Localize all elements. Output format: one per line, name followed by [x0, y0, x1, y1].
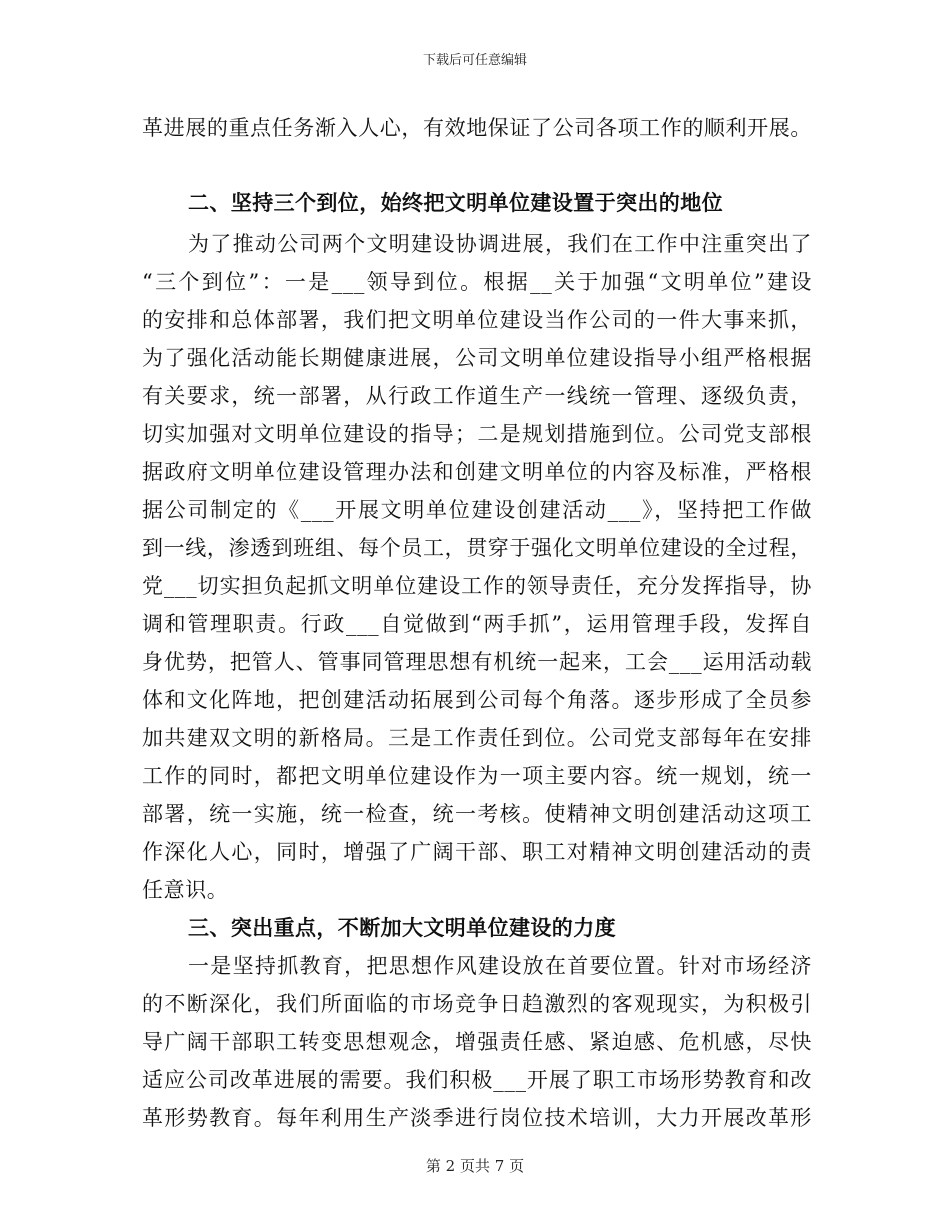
paragraph-line: 加共建双文明的新格局。三是工作责任到位。公司党支部每年在安排: [142, 726, 812, 750]
paragraph-line: 部署，统一实施，统一检查，统一考核。使精神文明创建活动这项工: [142, 802, 812, 826]
paragraph-line: 作深化人心，同时，增强了广阔干部、职工对精神文明创建活动的责: [142, 840, 812, 864]
paragraph-line: 切实加强对文明单位建设的指导；二是规划措施到位。公司党支部根: [142, 422, 812, 446]
paragraph-line: 革进展的重点任务渐入人心，有效地保证了公司各项工作的顺利开展。: [142, 116, 812, 140]
paragraph-line: “三个到位”：一是___领导到位。根据__关于加强“文明单位”建设: [142, 270, 812, 294]
page-number: 第 2 页共 7 页: [425, 1157, 525, 1175]
paragraph-line: 为了强化活动能长期健康进展，公司文明单位建设指导小组严格根据: [142, 346, 812, 370]
paragraph-line: 一是坚持抓教育，把思想作风建设放在首要位置。针对市场经济: [188, 954, 812, 978]
paragraph-line: 身优势，把管人、管事同管理思想有机统一起来，工会___运用活动载: [142, 650, 812, 674]
paragraph-line: 为了推动公司两个文明建设协调进展，我们在工作中注重突出了: [188, 232, 812, 256]
paragraph-line: 体和文化阵地，把创建活动拓展到公司每个角落。逐步形成了全员参: [142, 688, 812, 712]
paragraph-line: 导广阔干部职工转变思想观念，增强责任感、紧迫感、危机感，尽快: [142, 1030, 812, 1054]
paragraph-line: 到一线，渗透到班组、每个员工，贯穿于强化文明单位建设的全过程，: [142, 536, 812, 560]
paragraph-line: 工作的同时，都把文明单位建设作为一项主要内容。统一规划，统一: [142, 764, 812, 788]
paragraph-line: 据公司制定的《___开展文明单位建设创建活动___》，坚持把工作做: [142, 498, 812, 522]
paragraph-line: 有关要求，统一部署，从行政工作道生产一线统一管理、逐级负责，: [142, 384, 812, 408]
paragraph-line: 任意识。: [142, 878, 229, 902]
paragraph-line: 党___切实担负起抓文明单位建设工作的领导责任，充分发挥指导，协: [142, 574, 812, 598]
paragraph-line: 的不断深化，我们所面临的市场竞争日趋激烈的客观现实，为积极引: [142, 992, 812, 1016]
paragraph-line: 调和管理职责。行政___自觉做到“两手抓”，运用管理手段，发挥自: [142, 612, 812, 636]
section-heading-3: 三、突出重点，不断加大文明单位建设的力度: [188, 916, 616, 940]
paragraph-line: 适应公司改革进展的需要。我们积极___开展了职工市场形势教育和改: [142, 1068, 812, 1092]
paragraph-line: 据政府文明单位建设管理办法和创建文明单位的内容及标准，严格根: [142, 460, 812, 484]
section-heading-2: 二、坚持三个到位，始终把文明单位建设置于突出的地位: [188, 191, 723, 215]
page-header: 下载后可任意编辑: [422, 53, 527, 68]
paragraph-line: 革形势教育。每年利用生产淡季进行岗位技术培训，大力开展改革形: [142, 1106, 812, 1130]
paragraph-line: 的安排和总体部署，我们把文明单位建设当作公司的一件大事来抓，: [142, 308, 812, 332]
